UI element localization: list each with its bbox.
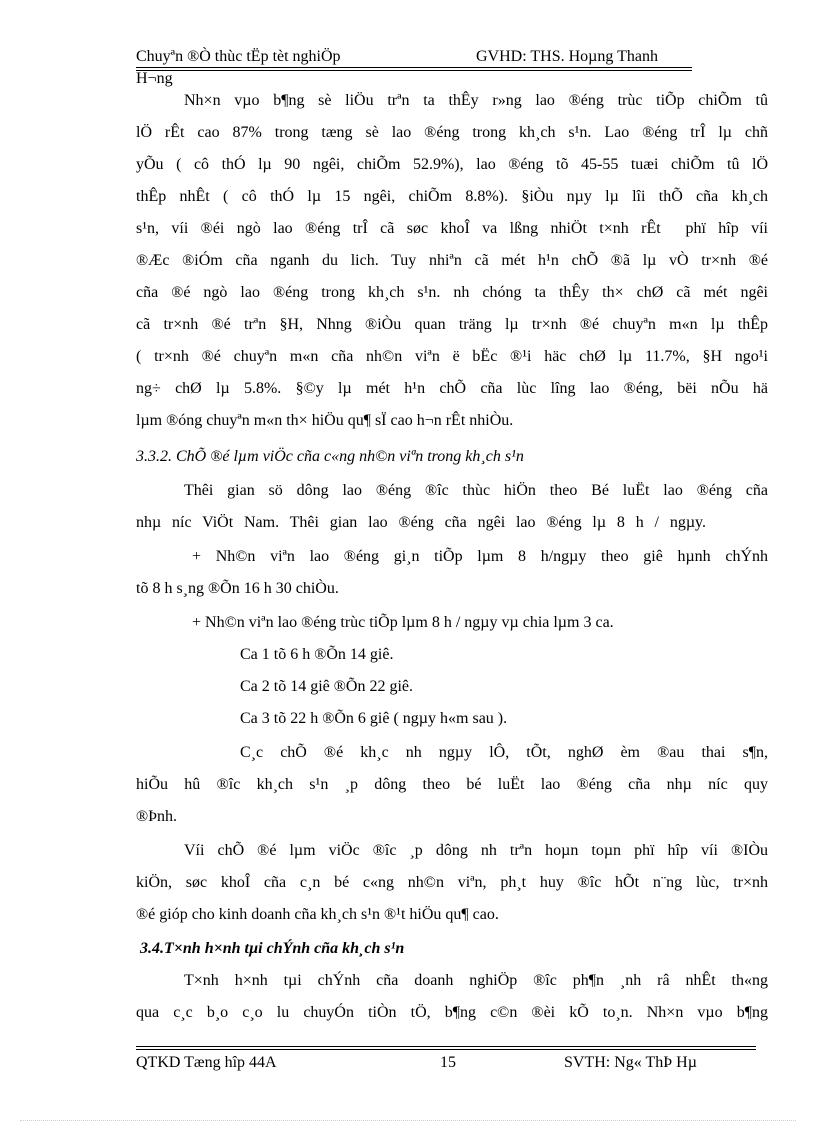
shift-item: Ca 1 tõ 6 h ®Õn 14 giê. xyxy=(240,646,394,663)
list-item-direct-staff: + Nh©n viªn lao ®éng trùc tiÕp lµm 8 h / ngµy vµ chia lµm 3 ca. xyxy=(192,614,614,631)
paragraph-line: Thêi gian sö dông lao ®éng ®îc thùc hiÖn theo Bé luËt lao ®éng cña xyxy=(184,482,768,499)
paragraph-line: T×nh h×nh tµi chÝnh cña doanh nghiÖp ®îc ph¶n ¸nh râ nhÊt th«ng xyxy=(184,972,768,989)
paragraph-line: thÊp nhÊt ( cô thÓ lµ 15 ngêi, chiÕm 8.8%). §iÒu nµy lµ lîi thÕ cña kh¸ch xyxy=(136,188,768,205)
paragraph-line: C¸c chÕ ®é kh¸c nh ngµy lÔ, tÕt, nghØ èm ®au thai s¶n, xyxy=(240,744,768,761)
page-number: 15 xyxy=(440,1054,456,1071)
paragraph-line: ( tr×nh ®é chuyªn m«n cña nh©n viªn ë bËc ®¹i häc chØ lµ 11.7%, §H ngo¹i xyxy=(136,348,768,365)
header-rule-double xyxy=(136,70,692,71)
footer-rule xyxy=(136,1046,756,1047)
header-topic: Chuyªn ®Ò thùc tËp tèt nghiÖp xyxy=(136,48,341,65)
page-edge-divider xyxy=(20,1120,796,1121)
paragraph-line: cña ®é ngò lao ®éng trong kh¸ch s¹n. nh chóng ta thÊy th× chØ cã mét ngêi xyxy=(136,284,768,301)
paragraph-line: kiÖn, søc khoÎ cña c¸n bé c«ng nh©n viªn, ph¸t huy ®îc hÕt n¨ng lùc, tr×nh xyxy=(136,874,768,891)
paragraph-line: cã tr×nh ®é trªn §H, Nhng ®iÒu quan träng lµ tr×nh ®é chuyªn m«n lµ thÊp xyxy=(136,316,768,333)
footer-class: QTKD Tæng hîp 44A xyxy=(136,1054,277,1071)
paragraph-line: Nh×n vµo b¶ng sè liÖu trªn ta thÊy r»ng lao ®éng trùc tiÕp chiÕm tû xyxy=(184,92,768,109)
paragraph-line: lµm ®óng chuyªn m«n th× hiÖu qu¶ sÏ cao h¬n rÊt nhiÒu. xyxy=(136,412,514,429)
paragraph-line: lÖ rÊt cao 87% trong tæng sè lao ®éng trong kh¸ch s¹n. Lao ®éng trÎ lµ chñ xyxy=(136,124,768,141)
list-item-indirect-staff-cont: tõ 8 h s¸ng ®Õn 16 h 30 chiÒu. xyxy=(136,580,339,597)
paragraph-line: qua c¸c b¸o c¸o lu chuyÓn tiÒn tÖ, b¶ng c©n ®èi kÕ to¸n. Nh×n vµo b¶ng xyxy=(136,1004,768,1021)
header-rule xyxy=(136,67,692,68)
header-advisor-continuation: H¬ng xyxy=(136,70,173,87)
header-advisor: GVHD: THS. Hoµng Thanh xyxy=(476,48,658,65)
paragraph-line: ®Þnh. xyxy=(136,808,178,825)
paragraph-line: s¹n, víi ®éi ngò lao ®éng trÎ cã søc khoÎ va lßng nhiÖt t×nh rÊt phï hîp víi xyxy=(136,220,768,237)
paragraph-line: ng÷ chØ lµ 5.8%. §©y lµ mét h¹n chÕ cña lùc lîng lao ®éng, bëi nÕu hä xyxy=(136,380,768,397)
paragraph-line: hiÕu hû ®îc kh¸ch s¹n ¸p dông theo bé luËt lao ®éng cña nhµ níc quy xyxy=(136,776,768,793)
paragraph-line: Víi chÕ ®é lµm viÖc ®îc ¸p dông nh trªn hoµn toµn phï hîp víi ®IÒu xyxy=(184,842,768,859)
paragraph-line: nhµ níc ViÖt Nam. Thêi gian lao ®éng cña ngêi lao ®éng lµ 8 h / ngµy. xyxy=(136,514,706,531)
paragraph-line: ®é gióp cho kinh doanh cña kh¸ch s¹n ®¹t hiÖu qu¶ cao. xyxy=(136,906,499,923)
paragraph-line: ®Æc ®iÓm cña nganh du lich. Tuy nhiªn cã mét h¹n chÕ ®ã lµ vÒ tr×nh ®é xyxy=(136,252,768,269)
section-heading-3-4: 3.4.T×nh h×nh tµi chÝnh cña kh¸ch s¹n xyxy=(140,940,405,957)
footer-rule-double xyxy=(136,1049,756,1050)
list-item-indirect-staff: + Nh©n viªn lao ®éng gi¸n tiÕp lµm 8 h/ngµy theo giê hµnh chÝnh xyxy=(192,548,768,565)
shift-item: Ca 3 tõ 22 h ®Õn 6 giê ( ngµy h«m sau ). xyxy=(240,710,508,727)
section-heading-3-3-2: 3.3.2. ChÕ ®é lµm viÖc cña c«ng nh©n viªn trong kh¸ch s¹n xyxy=(136,448,524,465)
paragraph-line: yÕu ( cô thÓ lµ 90 ngêi, chiÕm 52.9%), lao ®éng tõ 45-55 tuæi chiÕm tû lÖ xyxy=(136,156,768,173)
shift-item: Ca 2 tõ 14 giê ®Õn 22 giê. xyxy=(240,678,414,695)
footer-student: SVTH: Ng« ThÞ Hµ xyxy=(564,1054,697,1071)
